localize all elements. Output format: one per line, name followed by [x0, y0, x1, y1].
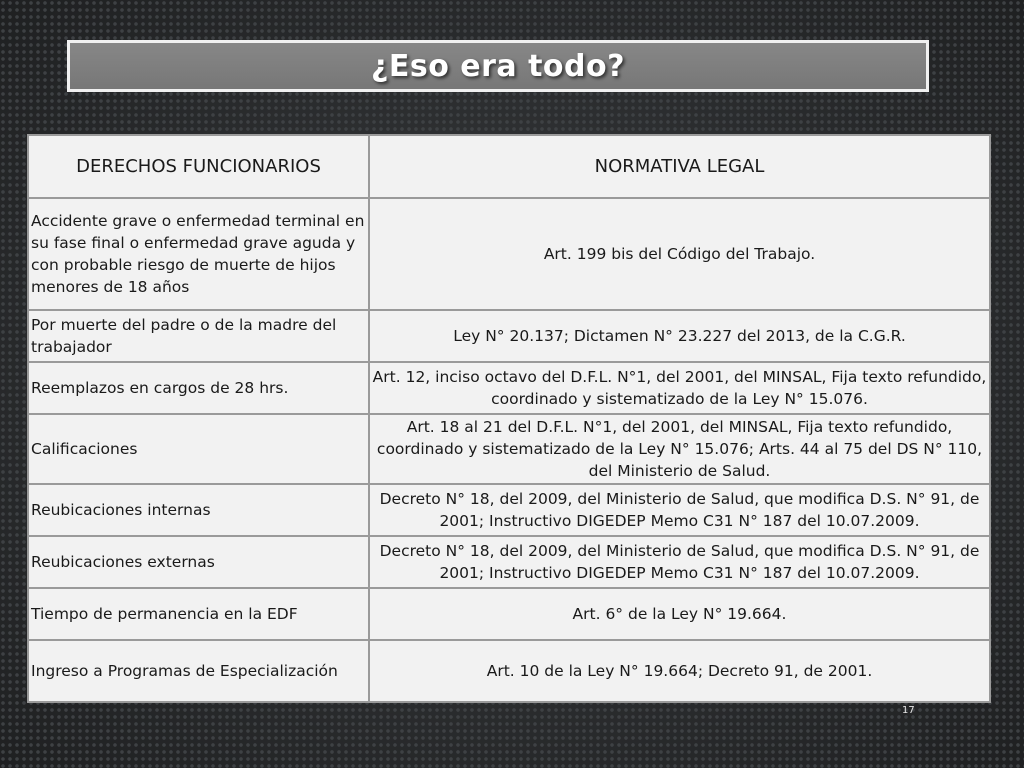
row-right-cell: Tiempo de permanencia en la EDF — [28, 588, 369, 640]
slide-title: ¿Eso era todo? — [370, 48, 626, 84]
table-row — [28, 310, 990, 362]
table-row — [28, 414, 990, 484]
row-right-cell: Calificaciones — [28, 414, 369, 484]
row-norm-cell: Art. 18 al 21 del D.F.L. N°1, del 2001, del MINSAL, Fija texto refundido, coordinado y sistematizado de la Ley N° 15.076; Arts. 44 al 75 del DS N° 110, del Ministerio de Salud. — [369, 414, 990, 484]
row-norm-cell: Art. 12, inciso octavo del D.F.L. N°1, del 2001, del MINSAL, Fija texto refundido, coordinado y sistematizado de la Ley N° 15.076. — [369, 362, 990, 414]
table-row — [28, 588, 990, 640]
row-right-cell: Reubicaciones internas — [28, 484, 369, 536]
row-right-cell: Reubicaciones externas — [28, 536, 369, 588]
row-norm-cell: Decreto N° 18, del 2009, del Ministerio de Salud, que modifica D.S. N° 91, de 2001; Instructivo DIGEDEP Memo C31 N° 187 del 10.07.2009. — [369, 484, 990, 536]
row-right-cell: Ingreso a Programas de Especialización — [28, 640, 369, 702]
table-row — [28, 536, 990, 588]
table-row — [28, 640, 990, 702]
table-row — [28, 484, 990, 536]
row-norm-cell: Art. 10 de la Ley N° 19.664; Decreto 91, de 2001. — [369, 640, 990, 702]
slide-title-box — [67, 40, 929, 92]
header-derechos: DERECHOS FUNCIONARIOS — [28, 135, 369, 198]
table-row — [28, 198, 990, 310]
row-norm-cell: Art. 199 bis del Código del Trabajo. — [369, 198, 990, 310]
rights-table — [27, 134, 991, 703]
row-right-cell: Accidente grave o enfermedad terminal en su fase final o enfermedad grave aguda y con probable riesgo de muerte de hijos menores de 18 años — [28, 198, 369, 310]
row-right-cell: Reemplazos en cargos de 28 hrs. — [28, 362, 369, 414]
header-normativa: NORMATIVA LEGAL — [369, 135, 990, 198]
slide-number: 17 — [902, 705, 915, 716]
table-header-row — [28, 135, 990, 198]
row-right-cell: Por muerte del padre o de la madre del trabajador — [28, 310, 369, 362]
row-norm-cell: Ley N° 20.137; Dictamen N° 23.227 del 2013, de la C.G.R. — [369, 310, 990, 362]
row-norm-cell: Decreto N° 18, del 2009, del Ministerio de Salud, que modifica D.S. N° 91, de 2001; Instructivo DIGEDEP Memo C31 N° 187 del 10.07.2009. — [369, 536, 990, 588]
row-norm-cell: Art. 6° de la Ley N° 19.664. — [369, 588, 990, 640]
table-row — [28, 362, 990, 414]
